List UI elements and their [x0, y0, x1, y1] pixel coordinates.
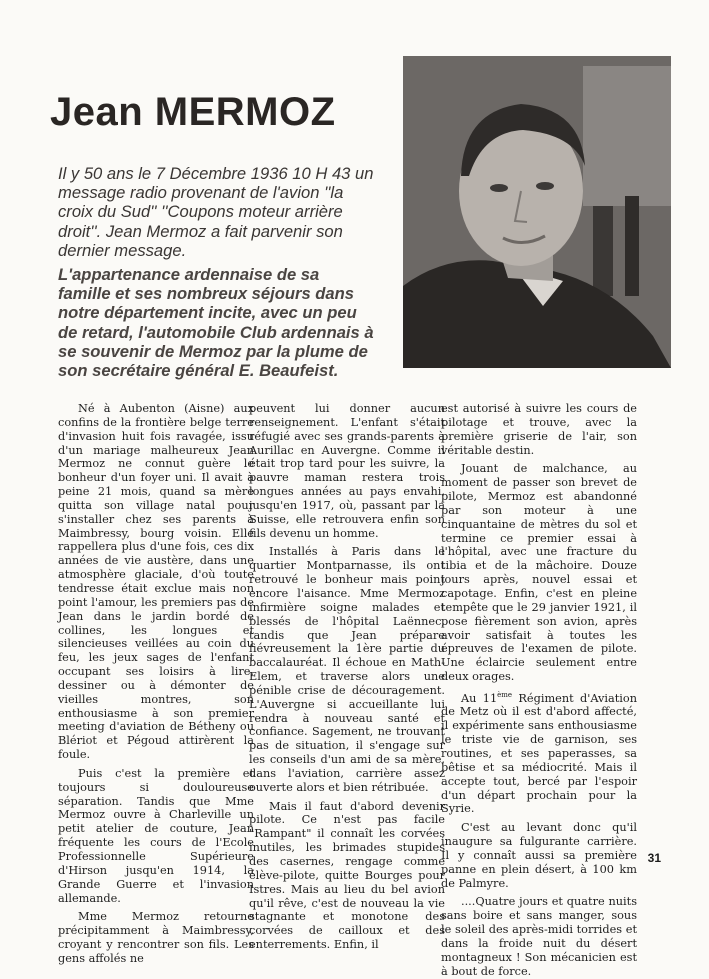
paragraph-text: Au 11: [461, 691, 498, 705]
ordinal-suffix: ème: [497, 690, 513, 699]
text-column-3: [441, 402, 637, 978]
paragraph: est autorisé à suivre les cours de pilotage et trouve, avec la première griserie de l'air, son véritable destin.: [441, 402, 637, 457]
paragraph: [441, 689, 637, 816]
paragraph: Mais il faut d'abord devenir pilote. Ce n'est pas facile "Rampant" il connaît les corvées inutiles, les brimades stupides des casernes, rengage comme élève-pilote, quitte Bourges pour Istres. Mais au lieu du bel avion qu'il rêve, c'est de nouveau la vie stagnante et monotone des corvées de cailloux et des enterrements. Enfin, il: [249, 799, 445, 952]
intro-paragraph-2: L'appartenance ardennaise de sa famille et ses nombreux séjours dans notre département incite, avec un peu de retard, l'automobile Club ardennais à se souvenir de Mermoz par la plume de son secrétaire général E. Beaufeist.: [58, 265, 374, 381]
paragraph: C'est au levant donc qu'il inaugure sa fulgurante carrière. Il y connaît aussi sa première panne en plein désert, à 100 km de Palmyre.: [441, 821, 637, 890]
paragraph: Né à Aubenton (Aisne) aux confins de la frontière belge terre d'invasion huit fois ravagée, issu d'un mariage malheureux Jean Mermoz ne connut guère le bonheur d'un foyer uni. Il avait à peine 21 mois, quand sa mère quitta son village natal pour s'installer chez ses parents à Maimbressy, bourg voisin. Elle rappellera plus d'une fois, ces dix années de vie austère, dans une atmosphère glaciale, d'où toute tendresse était exclue mais non point l'amour, les premiers pas de Jean dans le jardin bordé de collines, les longues et silencieuses veillées au coin du feu, les jeux sages de l'enfant occupant ses loisirs à lire, dessiner ou à démonter de vieilles montres, son enthousiasme à son premier meeting d'aviation de Bétheny ou Blériot et Pégoud attirèrent la foule.: [58, 402, 254, 762]
paragraph: peuvent lui donner aucun renseignement. L'enfant s'était réfugié avec ses grands-parents à Aurillac en Auvergne. Comme il était trop tard pour les suivre, la pauvre maman restera trois longues années au pays envahi, jusqu'en 1917, où, passant par la Suisse, elle retrouvera enfin son fils devenu un homme.: [249, 402, 445, 540]
paragraph: Installés à Paris dans le quartier Montparnasse, ils ont retrouvé le bonheur mais point encore l'aisance. Mme Mermoz infirmière soigne malades et blessés de l'hôpital Laënnec, tandis que Jean prépare fiévreusement la 1ère partie du baccalauréat. Il échoue en Math-Elem, et traverse alors une pénible crise de découragement. L'Auvergne si accueillante lui rendra à nouveau santé et confiance. Sagement, ne trouvant pas de situation, il s'engage sur les conseils d'un ami de sa mère, dans l'aviation, carrière assez ouverte alors et bien rétribuée.: [249, 545, 445, 794]
portrait-photo: [403, 56, 671, 368]
text-column-2: [249, 402, 445, 952]
paragraph-text: Régiment d'Aviation de Metz où il est d'abord affecté, il expérimente sans enthousiasme le triste vie de garnison, ses routines, et ses paperasses, sa bêtise et sa médiocrité. Mais il accepte tout, bercé par l'espoir d'un départ prochain pour la Syrie.: [441, 691, 637, 816]
paragraph: Jouant de malchance, au moment de passer son brevet de pilote, Mermoz est abandonné par son moteur à une cinquantaine de mètres du sol et termine ce premier essai à l'hôpital, avec une fracture du tibia et de la mâchoire. Douze jours après, nouvel essai et capotage. Enfin, c'est en pleine tempête que le 29 janvier 1921, il pose fièrement son avion, après avoir satisfait à toutes les épreuves de l'examen de pilote. Une éclaircie seulement entre deux orages.: [441, 462, 637, 684]
paragraph: Puis c'est la première et toujours si douloureuse séparation. Tandis que Mme Mermoz ouvre à Charleville un petit atelier de couture, Jean fréquente les cours de l'Ecole Professionnelle Supérieure d'Hirson jusqu'en 1914, la Grande Guerre et l'invasion allemande.: [58, 766, 254, 905]
page-number: 31: [647, 851, 661, 865]
paragraph: ....Quatre jours et quatre nuits sans boire et sans manger, sous le soleil des après-midi torrides et dans la froide nuit du désert montagneux ! Son mécanicien est à bout de force.: [441, 895, 637, 978]
text-column-1: [58, 402, 254, 965]
intro-paragraph-1: Il y 50 ans le 7 Décembre 1936 10 H 43 un message radio provenant de l'avion ''la croix du Sud'' ''Coupons moteur arrière droit''. Jean Mermoz a fait parvenir son dernier message.: [58, 164, 374, 260]
article-title: Jean MERMOZ: [50, 90, 336, 134]
paragraph: Mme Mermoz retourne précipitamment à Maimbressy, croyant y rencontrer son fils. Les gens affolés ne: [58, 910, 254, 965]
